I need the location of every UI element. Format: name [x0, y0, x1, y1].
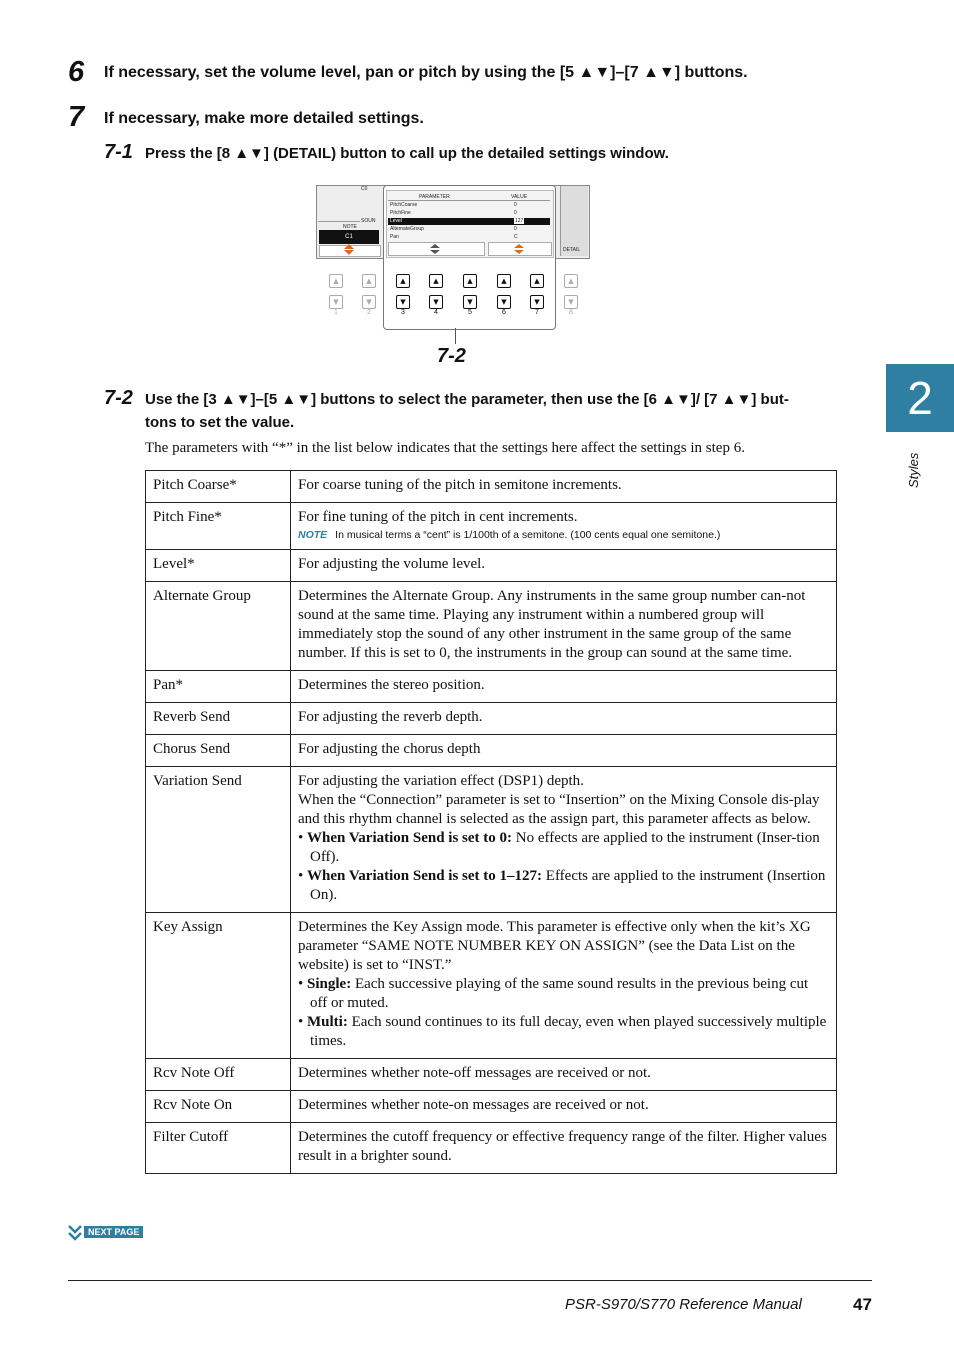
param-description — [291, 703, 837, 735]
param-desc-text: For coarse tuning of the pitch in semitone increments. — [298, 477, 622, 493]
chapter-label-text: Styles — [906, 452, 921, 488]
lcd-right-panel — [560, 186, 588, 256]
bullet-text: Each sound continues to its full decay, even when played successively multiple times. — [310, 1014, 827, 1049]
up-arrow-button[interactable]: ▲ — [463, 274, 477, 288]
bullet-bold: Single: — [307, 976, 352, 992]
up-arrow-button[interactable]: ▲ — [564, 274, 578, 288]
up-arrow-button[interactable]: ▲ — [429, 274, 443, 288]
table-row — [146, 1059, 837, 1091]
param-name: Variation Send — [146, 767, 291, 913]
param-name: Key Assign — [146, 913, 291, 1059]
param-desc-text: Determines the Key Assign mode. This parameter is effective only when the kit’s XG parameter “SAME NOTE NUMBER KEY ON ASSIGN” (see the Data List on the website) is set to “INST.” — [298, 919, 811, 973]
detail-header-value: VALUE — [511, 194, 528, 200]
down-arrow-button[interactable]: ▼ — [564, 295, 578, 309]
intro-text: The parameters with “*” in the list below indicates that the settings here affect the settings in step 6. — [145, 440, 745, 456]
table-row — [146, 767, 837, 913]
footer-rule — [68, 1280, 872, 1281]
detail-row-value: 0 — [514, 226, 517, 232]
detail-right-arrow-down-icon — [514, 250, 524, 254]
down-arrow-button[interactable]: ▼ — [429, 295, 443, 309]
param-name: Filter Cutoff — [146, 1123, 291, 1174]
button-number: 8 — [569, 309, 573, 316]
table-row — [146, 913, 837, 1059]
down-arrow-button[interactable]: ▼ — [329, 295, 343, 309]
bullet-item: • Single: Each successive playing of the same sound results in the previous being cut off or muted. — [298, 976, 809, 1011]
detail-row-value: 127 — [515, 218, 524, 224]
table-row — [146, 735, 837, 767]
detail-row-param: PitchFine — [390, 210, 411, 216]
param-description — [291, 913, 837, 1059]
page-number: 47 — [853, 1295, 872, 1314]
table-row — [146, 503, 837, 550]
param-name: Reverb Send — [146, 703, 291, 735]
param-desc-text: For fine tuning of the pitch in cent increments. — [298, 509, 578, 525]
detail-left-arrow-up-icon — [430, 244, 440, 248]
note-line — [298, 528, 829, 542]
step-7-2-text-line1: Use the [3 ▲▼]–[5 ▲▼] buttons to select the parameter, then use the [6 ▲▼]/ [7 ▲▼] but- — [145, 391, 789, 408]
button-number: 1 — [334, 309, 338, 316]
down-arrow-button[interactable]: ▼ — [497, 295, 511, 309]
param-desc-text: Determines whether note-off messages are received or not. — [298, 1065, 651, 1081]
param-description — [291, 735, 837, 767]
up-arrow-button[interactable]: ▲ — [329, 274, 343, 288]
param-name: Alternate Group — [146, 582, 291, 671]
parameter-table — [145, 470, 837, 1174]
bullet-text: No effects are applied to the instrument (Inser-tion Off). — [310, 830, 820, 865]
callout-line — [455, 328, 456, 344]
detail-row-param: Pan — [390, 234, 399, 240]
button-number: 3 — [401, 309, 405, 316]
step-7-2-number: 7-2 — [104, 387, 133, 409]
table-row — [146, 471, 837, 503]
button-number: 7 — [535, 309, 539, 316]
param-name: Level* — [146, 550, 291, 582]
lcd-detail-label: DETAIL — [563, 247, 581, 253]
param-description — [291, 767, 837, 913]
next-page-label: NEXT PAGE — [84, 1226, 143, 1238]
detail-row — [388, 218, 550, 225]
param-desc-text: Determines whether note-on messages are received or not. — [298, 1097, 649, 1113]
chapter-tab — [886, 364, 954, 432]
param-desc-text: Determines the Alternate Group. Any instruments in the same group number can-not sound at the same time. Playing any instrument within a numbered group will immediately stop the sound of any other instrument in the same group of the same number. If this is set to 0, the instruments in the group can sound at the same time. — [298, 588, 806, 661]
bullet-item: • When Variation Send is set to 1–127: Effects are applied to the instrument (Insertion On). — [298, 868, 826, 903]
up-arrow-button[interactable]: ▲ — [396, 274, 410, 288]
step-6-number: 6 — [68, 56, 85, 88]
down-arrow-button[interactable]: ▼ — [463, 295, 477, 309]
lcd-left-arrow-icon — [344, 244, 354, 249]
param-desc-text: For adjusting the chorus depth — [298, 741, 481, 757]
bullet-item: • Multi: Each sound continues to its full decay, even when played successively multiple times. — [298, 1014, 827, 1049]
param-desc-text: For adjusting the variation effect (DSP1) depth. — [298, 773, 584, 789]
detail-row-param: PitchCoarse — [390, 202, 418, 208]
detail-row — [388, 226, 550, 233]
lcd-left-sound: SOUN — [361, 218, 376, 224]
table-row — [146, 550, 837, 582]
param-name: Pitch Coarse* — [146, 471, 291, 503]
param-desc-text: Determines the stereo position. — [298, 677, 485, 693]
step-7-1-text: Press the [8 ▲▼] (DETAIL) button to call up the detailed settings window. — [145, 145, 669, 162]
footer-manual-title: PSR-S970/S770 Reference Manual — [565, 1296, 802, 1313]
param-name: Pan* — [146, 671, 291, 703]
param-desc-text: For adjusting the reverb depth. — [298, 709, 483, 725]
lcd-left-note-value: C1 — [345, 234, 353, 240]
table-row — [146, 671, 837, 703]
param-name: Chorus Send — [146, 735, 291, 767]
button-number: 5 — [468, 309, 472, 316]
note-text: In musical terms a “cent” is 1/100th of a semitone. (100 cents equal one semitone.) — [335, 529, 721, 541]
param-description — [291, 471, 837, 503]
chapter-number: 2 — [907, 372, 933, 424]
table-row — [146, 1091, 837, 1123]
button-number: 2 — [367, 309, 371, 316]
detail-header-rule — [388, 200, 550, 201]
lcd-left-arrow-down-icon — [344, 250, 354, 255]
table-row — [146, 1123, 837, 1174]
step-6-text: If necessary, set the volume level, pan or pitch by using the [5 ▲▼]–[7 ▲▼] buttons. — [104, 64, 748, 81]
detail-left-arrow-down-icon — [430, 250, 440, 254]
param-description — [291, 671, 837, 703]
param-description — [291, 582, 837, 671]
detail-row-param: AlternateGroup — [390, 226, 424, 232]
step-7-text: If necessary, make more detailed settings. — [104, 110, 424, 127]
param-description — [291, 550, 837, 582]
lcd-left-top: C0 — [361, 186, 368, 192]
detail-row-value: 0 — [514, 210, 517, 216]
bullet-bold: When Variation Send is set to 0: — [307, 830, 513, 846]
step-7-2-text-line2: tons to set the value. — [145, 414, 295, 431]
detail-row — [388, 234, 550, 241]
down-arrow-button[interactable]: ▼ — [530, 295, 544, 309]
detail-row — [388, 202, 550, 209]
param-description — [291, 1123, 837, 1174]
param-desc-text: For adjusting the volume level. — [298, 556, 486, 572]
param-description — [291, 503, 837, 550]
detail-right-arrow-up-icon — [514, 244, 524, 248]
detail-row-value: C — [514, 234, 518, 240]
param-name: Rcv Note On — [146, 1091, 291, 1123]
bullet-bold: Multi: — [307, 1014, 348, 1030]
bullet-text: Effects are applied to the instrument (Insertion On). — [310, 868, 826, 903]
bullet-text: Each successive playing of the same sound results in the previous being cut off or muted. — [310, 976, 809, 1011]
param-description — [291, 1059, 837, 1091]
param-desc-text: Determines the cutoff frequency or effective frequency range of the filter. Higher values result in a brighter sound. — [298, 1129, 827, 1164]
detail-row-value: 0 — [514, 202, 517, 208]
param-name: Pitch Fine* — [146, 503, 291, 550]
button-number: 4 — [434, 309, 438, 316]
detail-row — [388, 210, 550, 217]
detail-row-param: Level — [390, 218, 402, 224]
up-arrow-button[interactable]: ▲ — [362, 274, 376, 288]
detail-header-param: PARAMETER — [419, 194, 450, 200]
up-arrow-button[interactable]: ▲ — [530, 274, 544, 288]
param-desc-text-2: When the “Connection” parameter is set to “Insertion” on the Mixing Console dis-play and this rhythm channel is selected as the assign part, this parameter affects as below. — [298, 792, 820, 827]
table-row — [146, 703, 837, 735]
double-chevron-down-icon — [68, 1224, 82, 1244]
callout-label: 7-2 — [437, 345, 466, 367]
bullet-bold: When Variation Send is set to 1–127: — [307, 868, 543, 884]
lcd-left-rule — [318, 221, 360, 222]
step-7-1-number: 7-1 — [104, 141, 133, 163]
button-number: 6 — [502, 309, 506, 316]
step-7-number: 7 — [68, 101, 85, 133]
param-name: Rcv Note Off — [146, 1059, 291, 1091]
lcd-left-note-box — [319, 230, 379, 244]
note-tag: NOTE — [298, 529, 328, 541]
table-row — [146, 582, 837, 671]
down-arrow-button[interactable]: ▼ — [362, 295, 376, 309]
bullet-item: • When Variation Send is set to 0: No effects are applied to the instrument (Inser-tion Off). — [298, 830, 820, 865]
chapter-label — [902, 444, 926, 504]
up-arrow-button[interactable]: ▲ — [497, 274, 511, 288]
param-description — [291, 1091, 837, 1123]
down-arrow-button[interactable]: ▼ — [396, 295, 410, 309]
lcd-left-note-label: NOTE — [343, 224, 357, 230]
